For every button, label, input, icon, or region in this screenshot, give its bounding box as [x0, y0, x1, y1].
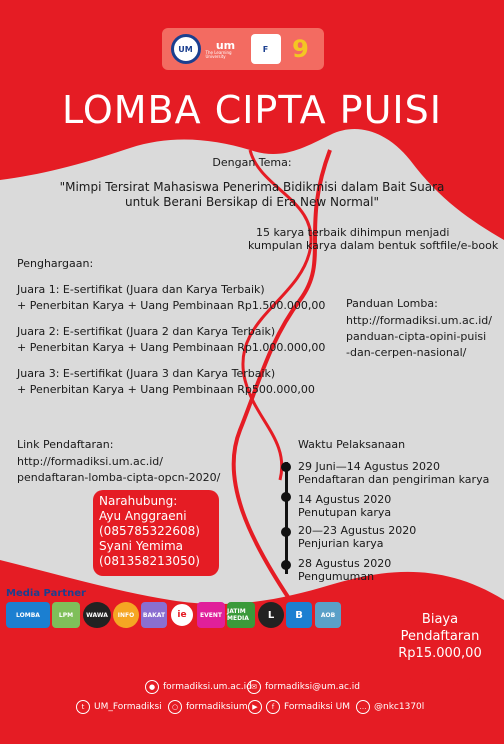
timeline-line: [285, 462, 288, 574]
twitter-link[interactable]: [76, 700, 162, 714]
link-pendaftaran: [17, 438, 220, 484]
karya-note: [248, 226, 498, 252]
contact-name-1: Ayu Anggraeni: [99, 509, 187, 523]
prize-3-line-1: Juara 3: E-sertifikat (Juara 3 dan Karya Terbaik): [17, 367, 276, 380]
event-desc: Pendaftaran dan pengiriman karya: [298, 473, 490, 486]
um-learning-university-logo: [206, 34, 246, 64]
biaya-amount: Rp15.000,00: [398, 646, 482, 661]
timeline-dot: [281, 492, 291, 502]
timeline-event: [298, 493, 391, 519]
partner-logo: EVENT: [197, 602, 225, 628]
email-text: formadiksi@um.ac.id: [265, 682, 360, 692]
prize-3-line-2: + Penerbitan Karya + Uang Pembinaan Rp500.000,00: [17, 383, 315, 396]
theme-line-2: untuk Berani Bersikap di Era New Normal": [125, 195, 379, 209]
nine-logo: 9: [292, 35, 309, 63]
line-text: @nkc1370l: [374, 702, 425, 712]
prize-2: [17, 325, 325, 354]
instagram-link[interactable]: [168, 700, 248, 714]
prize-2-line-2: + Penerbitan Karya + Uang Pembinaan Rp1.000.000,00: [17, 341, 326, 354]
youtube-icon: ▶: [248, 700, 262, 714]
partner-logo: WAWA: [83, 602, 111, 628]
youtube-facebook-text: Formadiksi UM: [284, 702, 351, 712]
theme-line-1: "Mimpi Tersirat Mahasiswa Penerima Bidikmisi dalam Bait Suara: [59, 180, 445, 194]
formadiksi-logo: F: [251, 34, 281, 64]
contact-phone-2[interactable]: (081358213050): [99, 554, 200, 568]
biaya-line-1: Biaya: [421, 612, 459, 627]
biaya-badge: [385, 588, 495, 686]
mail-icon: ✉: [247, 680, 261, 694]
karya-line-2: kumpulan karya dalam bentuk softfile/e-book: [248, 239, 499, 252]
link-line-1[interactable]: http://formadiksi.um.ac.id/: [17, 455, 163, 468]
twitter-icon: t: [76, 700, 90, 714]
timeline-dot: [281, 527, 291, 537]
partner-logo: ie: [169, 602, 195, 628]
event-date: 29 Juni—14 Agustus 2020: [298, 460, 440, 473]
event-desc: Penjurian karya: [298, 537, 384, 550]
partner-logo: B: [286, 602, 312, 628]
youtube-facebook-link[interactable]: [248, 700, 350, 714]
prize-3: [17, 367, 315, 396]
narahubung-box: [93, 490, 219, 576]
logo-bar: [162, 28, 324, 70]
partner-logo: LOMBA: [6, 602, 50, 628]
um-logo-text: um: [215, 38, 236, 52]
event-desc: Pengumuman: [298, 570, 375, 583]
panduan-lomba: [346, 297, 492, 359]
timeline-event: [298, 557, 391, 583]
event-date: 28 Agustus 2020: [298, 557, 392, 570]
timeline-event: [298, 460, 489, 486]
um-logo-subtext: The Learning University: [205, 49, 232, 59]
waktu-heading: Waktu Pelaksanaan: [298, 438, 406, 451]
partner-logo: BAKAT: [141, 602, 167, 628]
panduan-link-line-3[interactable]: -dan-cerpen-nasional/: [346, 346, 467, 359]
instagram-text: formadiksium: [186, 702, 248, 712]
web-text: formadiksi.um.ac.id: [163, 682, 252, 692]
twitter-text: UM_Formadiksi: [94, 702, 162, 712]
timeline-event: [298, 524, 416, 550]
contact-phone-1[interactable]: (085785322608): [99, 524, 200, 538]
instagram-icon: ○: [168, 700, 182, 714]
timeline-dot: [281, 462, 291, 472]
panduan-link-line-1[interactable]: http://formadiksi.um.ac.id/: [346, 314, 492, 327]
prize-1-line-1: Juara 1: E-sertifikat (Juara dan Karya Terbaik): [17, 283, 265, 296]
timeline-dot: [281, 560, 291, 570]
partner-logo: AOB: [315, 602, 341, 628]
facebook-icon: f: [266, 700, 280, 714]
penghargaan-heading: Penghargaan:: [17, 257, 94, 270]
prize-1: [17, 283, 325, 312]
partner-logo: JATIM MEDIA: [227, 602, 255, 628]
theme-text: [0, 180, 504, 210]
media-partner-label: Media Partner: [6, 588, 86, 599]
biaya-line-2: Pendaftaran: [400, 629, 480, 644]
globe-icon: ●: [145, 680, 159, 694]
email-link[interactable]: [247, 680, 360, 694]
prize-1-line-2: + Penerbitan Karya + Uang Pembinaan Rp1.500.000,00: [17, 299, 326, 312]
karya-line-1: 15 karya terbaik dihimpun menjadi: [256, 226, 450, 239]
contact-name-2: Syani Yemima: [99, 539, 184, 553]
web-link[interactable]: [145, 680, 252, 694]
link-heading: Link Pendaftaran:: [17, 438, 114, 451]
event-date: 20—23 Agustus 2020: [298, 524, 417, 537]
theme-label: Dengan Tema:: [212, 156, 292, 169]
partner-logo: INFO: [113, 602, 139, 628]
link-line-2[interactable]: pendaftaran-lomba-cipta-opcn-2020/: [17, 471, 221, 484]
panduan-link-line-2[interactable]: panduan-cipta-opini-puisi: [346, 330, 487, 343]
um-seal-logo: UM: [171, 34, 201, 64]
prize-2-line-1: Juara 2: E-sertifikat (Juara 2 dan Karya Terbaik): [17, 325, 276, 338]
narahubung-heading: Narahubung:: [99, 494, 178, 508]
poster-title: LOMBA CIPTA PUISI: [62, 88, 442, 132]
panduan-heading: Panduan Lomba:: [346, 297, 438, 310]
event-desc: Penutupan karya: [298, 506, 392, 519]
partner-logo: L: [258, 602, 284, 628]
partner-logo: LPM: [52, 602, 80, 628]
chat-icon: …: [356, 700, 370, 714]
event-date: 14 Agustus 2020: [298, 493, 392, 506]
line-link[interactable]: [356, 700, 424, 714]
